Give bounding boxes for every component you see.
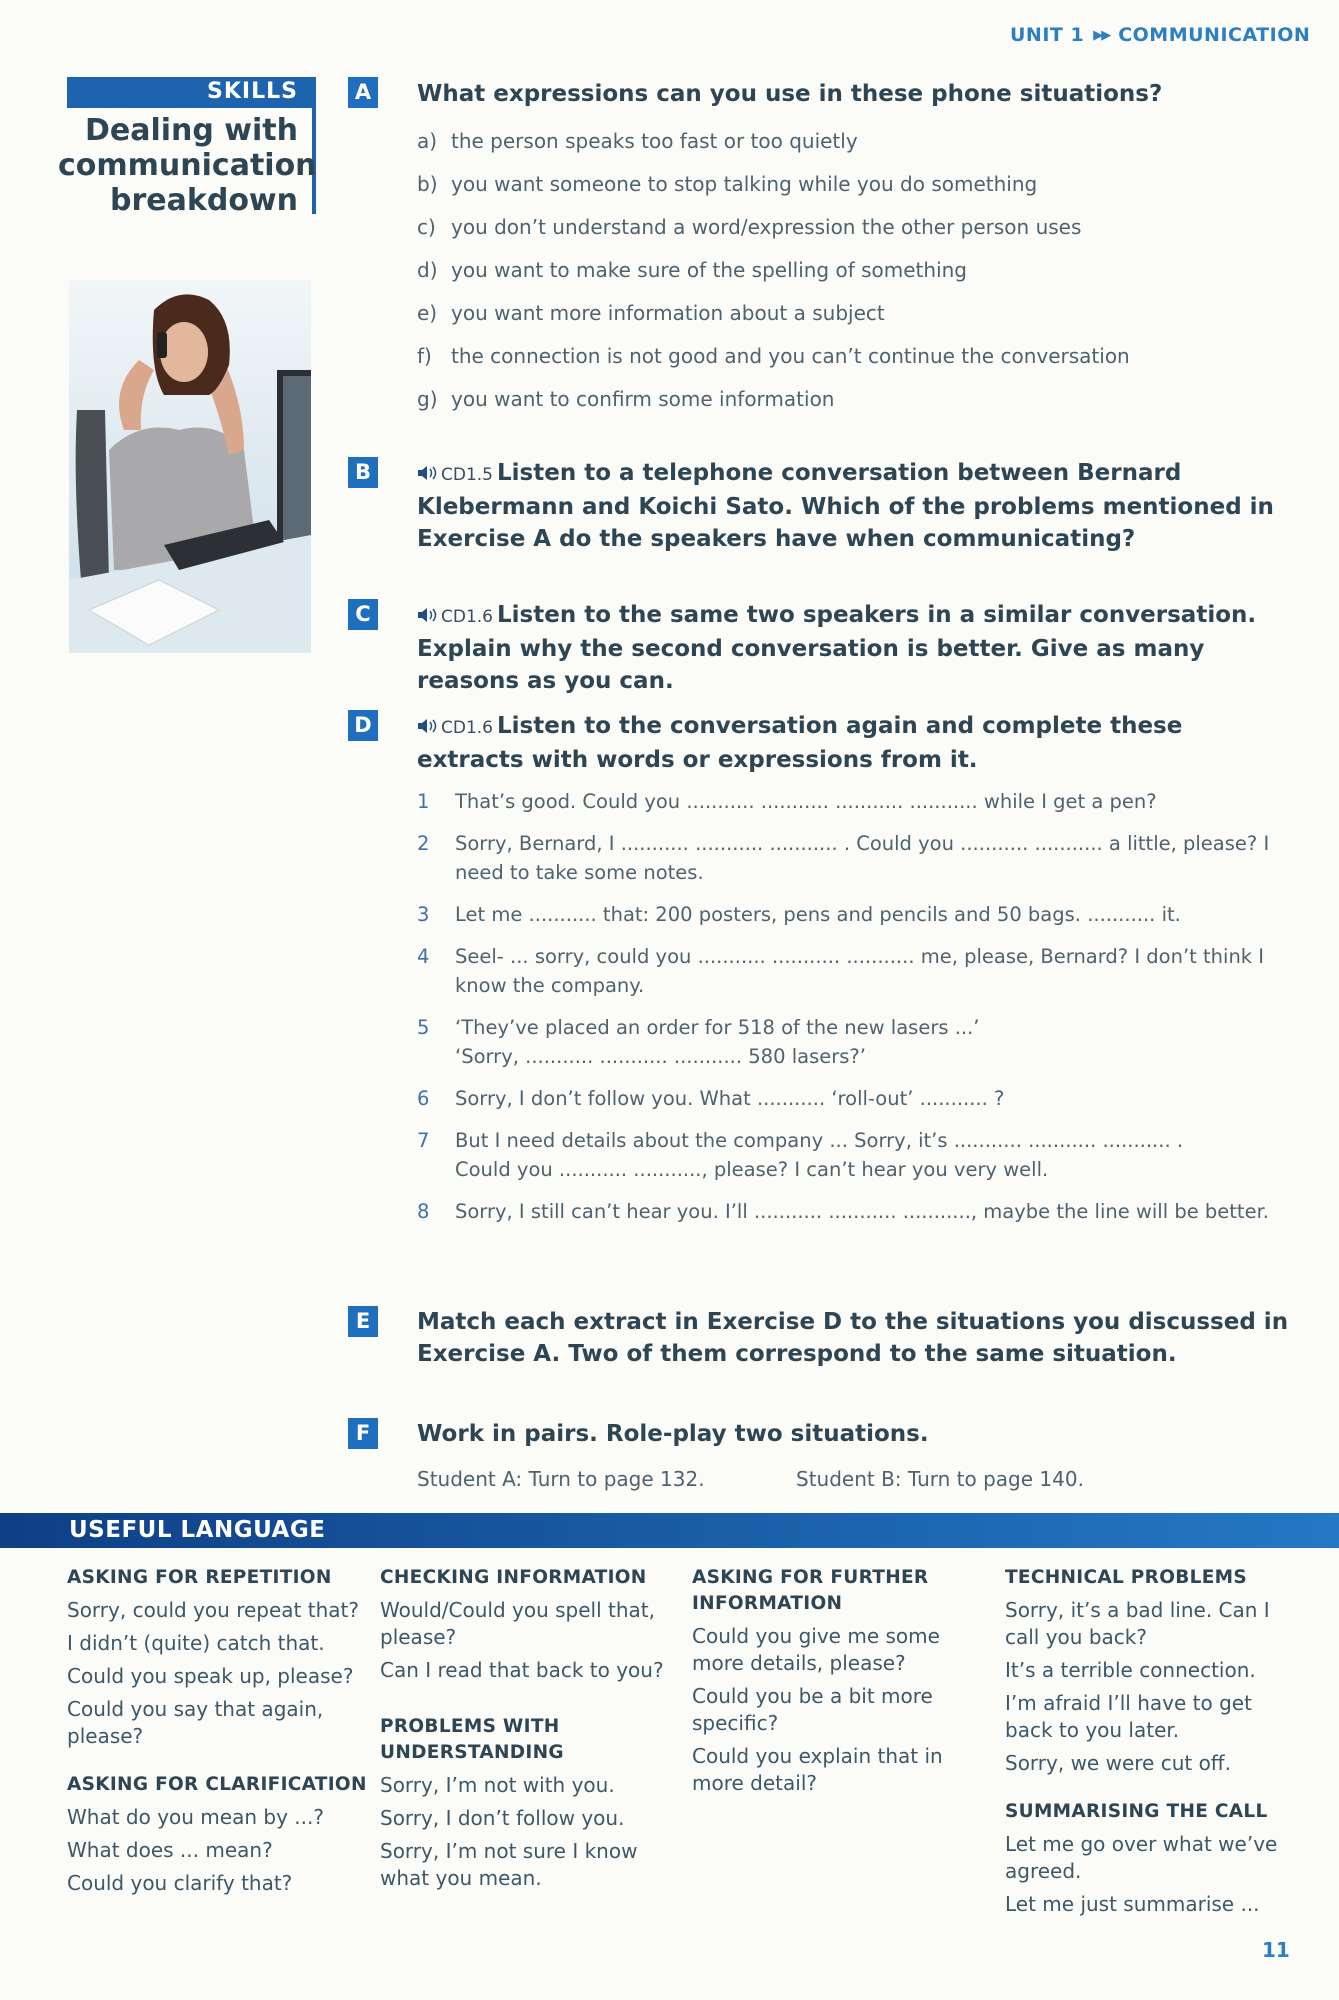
phrase: It’s a terrible connection. bbox=[1005, 1658, 1256, 1682]
skills-title-line: Dealing with bbox=[84, 113, 298, 148]
item-text: Sorry, Bernard, I ........... ........... ........... . Could you ........... ........... a little, please? I need to take some notes. bbox=[455, 832, 1270, 884]
speaker-icon bbox=[417, 464, 439, 482]
item-text: Let me ........... that: 200 posters, pens and pencils and 50 bags. ........... it. bbox=[455, 903, 1181, 926]
list-item bbox=[417, 787, 1277, 816]
list-item bbox=[417, 256, 1277, 299]
item-text: you want to make sure of the spelling of something bbox=[451, 258, 967, 282]
exercise-e-question: Match each extract in Exercise D to the situations you discussed in Exercise A. Two of them correspond to the same situation. bbox=[417, 1309, 1289, 1367]
phrase: I’m afraid I’ll have to get back to you later. bbox=[1005, 1691, 1252, 1742]
section-heading: ASKING FOR REPETITION bbox=[67, 1567, 332, 1588]
item-text: you want to confirm some information bbox=[451, 387, 835, 411]
phrase: Sorry, I’m not with you. bbox=[380, 1773, 615, 1797]
list-item bbox=[417, 385, 1277, 428]
phrase: Let me just summarise ... bbox=[1005, 1892, 1260, 1916]
student-a-instruction: Student A: Turn to page 132. bbox=[417, 1467, 705, 1491]
skills-title bbox=[58, 113, 317, 218]
skills-box bbox=[58, 77, 317, 218]
item-number: 3 bbox=[417, 903, 430, 926]
item-number: 5 bbox=[417, 1016, 430, 1039]
exercise-d-badge: D bbox=[348, 710, 378, 741]
exercise-d-question bbox=[417, 710, 1292, 776]
section-label: COMMUNICATION bbox=[1118, 24, 1311, 46]
item-number: 7 bbox=[417, 1129, 430, 1152]
list-item bbox=[417, 1197, 1277, 1226]
phrase: Can I read that back to you? bbox=[380, 1658, 664, 1682]
list-item bbox=[417, 1013, 1277, 1071]
exercise-a-list bbox=[417, 127, 1277, 428]
page-number: 11 bbox=[1262, 1938, 1290, 1962]
item-letter: g) bbox=[417, 387, 438, 411]
exercise-a-question: What expressions can you use in these phone situations? bbox=[417, 81, 1163, 107]
skills-bar bbox=[67, 77, 312, 108]
audio-track[interactable] bbox=[417, 465, 493, 485]
exercise-a-badge: A bbox=[348, 77, 378, 108]
section-heading: SUMMARISING THE CALL bbox=[1005, 1801, 1268, 1822]
cd-track-label: CD1.6 bbox=[441, 607, 493, 627]
phrase: Sorry, we were cut off. bbox=[1005, 1751, 1231, 1775]
list-item bbox=[417, 170, 1277, 213]
phrase: Could you speak up, please? bbox=[67, 1664, 354, 1688]
audio-track[interactable] bbox=[417, 607, 493, 627]
skills-title-line: communication bbox=[58, 148, 317, 183]
useful-language-column bbox=[1005, 1565, 1295, 1924]
section-heading: ASKING FOR CLARIFICATION bbox=[67, 1774, 367, 1795]
exercise-b-question bbox=[417, 457, 1292, 555]
phrase: Sorry, could you repeat that? bbox=[67, 1598, 359, 1622]
list-item bbox=[417, 900, 1277, 929]
student-b-instruction: Student B: Turn to page 140. bbox=[796, 1467, 1084, 1491]
unit-label: UNIT 1 bbox=[1010, 24, 1085, 46]
item-text: the connection is not good and you can’t continue the conversation bbox=[451, 344, 1130, 368]
section-heading: TECHNICAL PROBLEMS bbox=[1005, 1567, 1247, 1588]
list-item bbox=[417, 1084, 1277, 1113]
photo-illustration bbox=[69, 280, 311, 653]
exercise-d-list bbox=[417, 787, 1277, 1239]
item-text: Sorry, I don’t follow you. What ........... ‘roll-out’ ........... ? bbox=[455, 1087, 1005, 1110]
item-text: the person speaks too fast or too quietly bbox=[451, 129, 858, 153]
item-letter: b) bbox=[417, 172, 438, 196]
phrase: Could you give me some more details, please? bbox=[692, 1624, 940, 1675]
phrase: What do you mean by ...? bbox=[67, 1805, 324, 1829]
item-text: ‘They’ve placed an order for 518 of the new lasers ...’ ‘Sorry, ........... ........... ........... 580 lasers?’ bbox=[455, 1016, 980, 1068]
double-arrow-icon: ▶▶ bbox=[1093, 28, 1110, 43]
list-item bbox=[417, 829, 1277, 887]
item-text: you want someone to stop talking while you do something bbox=[451, 172, 1038, 196]
phrase: Sorry, it’s a bad line. Can I call you back? bbox=[1005, 1598, 1270, 1649]
list-item bbox=[417, 342, 1277, 385]
useful-language-column bbox=[380, 1565, 670, 1898]
section-heading: CHECKING INFORMATION bbox=[380, 1567, 647, 1588]
exercise-c-question bbox=[417, 599, 1292, 697]
item-text: But I need details about the company ... Sorry, it’s ........... ........... ........... . Could you ........... ..........., please? I can’t hear you very well. bbox=[455, 1129, 1184, 1181]
useful-language-column bbox=[692, 1565, 982, 1803]
phrase: Could you be a bit more specific? bbox=[692, 1684, 933, 1735]
exercise-b-badge: B bbox=[348, 457, 378, 488]
phrase: Could you clarify that? bbox=[67, 1871, 293, 1895]
item-text: That’s good. Could you ........... ........... ........... ........... while I get a pen? bbox=[455, 790, 1157, 813]
exercise-c-badge: C bbox=[348, 599, 378, 630]
item-text: you want more information about a subject bbox=[451, 301, 885, 325]
section-heading: ASKING FOR FURTHER INFORMATION bbox=[692, 1567, 929, 1614]
item-letter: f) bbox=[417, 344, 432, 368]
phrase: Sorry, I’m not sure I know what you mean. bbox=[380, 1839, 638, 1890]
list-item bbox=[417, 127, 1277, 170]
item-letter: e) bbox=[417, 301, 438, 325]
phrase: Let me go over what we’ve agreed. bbox=[1005, 1832, 1278, 1883]
exercise-e-badge: E bbox=[348, 1306, 378, 1337]
phrase: I didn’t (quite) catch that. bbox=[67, 1631, 325, 1655]
item-number: 8 bbox=[417, 1200, 430, 1223]
audio-track[interactable] bbox=[417, 718, 493, 738]
phrase: Sorry, I don’t follow you. bbox=[380, 1806, 625, 1830]
useful-language-column bbox=[67, 1565, 367, 1903]
woman-on-phone-photo bbox=[69, 280, 311, 653]
list-item bbox=[417, 299, 1277, 342]
item-text: Sorry, I still can’t hear you. I’ll ........... ........... ..........., maybe the line will be better. bbox=[455, 1200, 1270, 1223]
section-heading: PROBLEMS WITH UNDERSTANDING bbox=[380, 1716, 564, 1763]
skills-label: SKILLS bbox=[207, 79, 298, 104]
list-item bbox=[417, 942, 1277, 1000]
list-item bbox=[417, 213, 1277, 256]
exercise-b-text: Listen to a telephone conversation between Bernard Klebermann and Koichi Sato. Which of the problems mentioned in Exercise A do the speakers have when communicating? bbox=[417, 460, 1274, 552]
item-number: 1 bbox=[417, 790, 430, 813]
speaker-icon bbox=[417, 606, 439, 624]
skills-title-line: breakdown bbox=[110, 183, 298, 218]
phrase: What does ... mean? bbox=[67, 1838, 273, 1862]
item-number: 4 bbox=[417, 945, 430, 968]
running-header bbox=[1010, 24, 1310, 46]
item-text: Seel- ... sorry, could you ........... ........... ........... me, please, Bernard? I don’t think I know the company. bbox=[455, 945, 1265, 997]
exercise-f-question: Work in pairs. Role-play two situations. bbox=[417, 1421, 929, 1447]
speaker-icon bbox=[417, 717, 439, 735]
item-letter: d) bbox=[417, 258, 438, 282]
item-text: you don’t understand a word/expression the other person uses bbox=[451, 215, 1082, 239]
exercise-c-text: Listen to the same two speakers in a similar conversation. Explain why the second conversation is better. Give as many reasons as you can. bbox=[417, 602, 1257, 694]
list-item bbox=[417, 1126, 1277, 1184]
item-number: 6 bbox=[417, 1087, 430, 1110]
useful-language-title: USEFUL LANGUAGE bbox=[69, 1517, 326, 1543]
cd-track-label: CD1.6 bbox=[441, 718, 493, 738]
phrase: Would/Could you spell that, please? bbox=[380, 1598, 655, 1649]
exercise-f-badge: F bbox=[348, 1418, 378, 1449]
phrase: Could you say that again, please? bbox=[67, 1697, 324, 1748]
exercise-d-text: Listen to the conversation again and complete these extracts with words or expressions from it. bbox=[417, 713, 1183, 773]
item-number: 2 bbox=[417, 832, 430, 855]
item-letter: c) bbox=[417, 215, 436, 239]
phrase: Could you explain that in more detail? bbox=[692, 1744, 943, 1795]
item-letter: a) bbox=[417, 129, 438, 153]
cd-track-label: CD1.5 bbox=[441, 465, 493, 485]
